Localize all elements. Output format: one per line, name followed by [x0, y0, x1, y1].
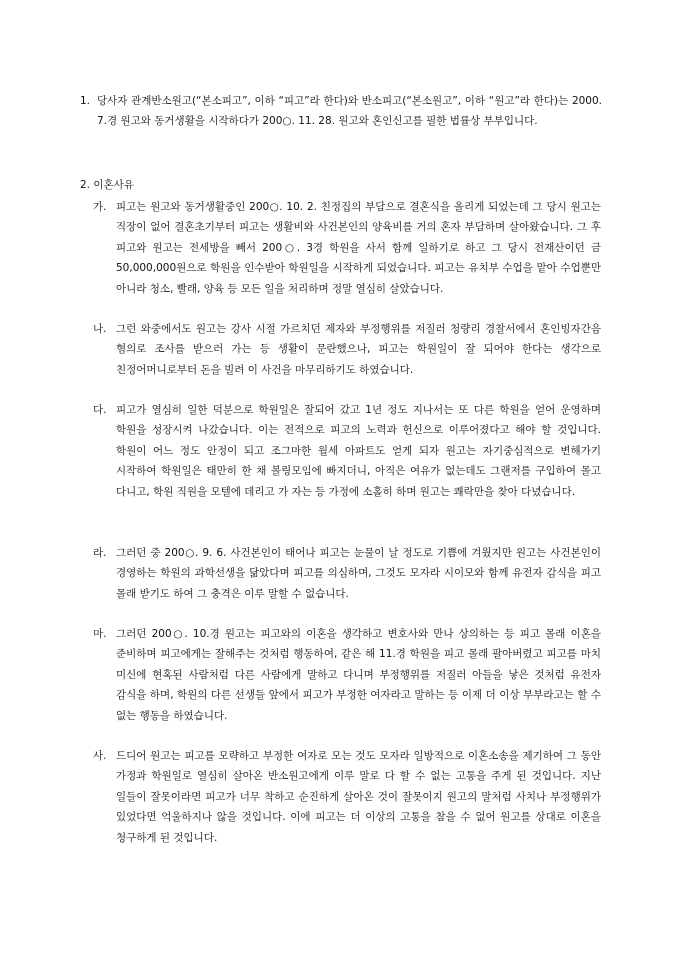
item-ga-text: 피고는 원고와 동거생활중인 200○. 10. 2. 친정집의 부담으로 결혼식을 올리게 되었는데 그 당시 원고는 직장이 없어 결혼초기부터 피고는 생활비와 사건본인의 양육비를 거의 혼자 부담하며 살아왔습니다. 그 후 피고와 원고는 전세방을 빼서 200○. 3경 학원을 사서 함께 일하기로 하고 그 당시 전재산이던 금 50,000,000원으로 학원을 인수받아 학원일을 시작하게 되었습니다. 피고는 유치부 수업을 맡아 수업뿐만 아니라 청소, 빨래, 양육 등 모든 일을 처리하며 정말 열심히 살았습니다. [116, 201, 601, 295]
item-ma-text: 그러던 200○. 10.경 원고는 피고와의 이혼을 생각하고 변호사와 만나 상의하는 등 피고 몰래 이혼을 준비하며 피고에게는 잘해주는 것처럼 행동하여, 같은 해 11.경 학원을 피고 몰래 팔아버렸고 피고를 마치 미신에 현혹된 사람처럼 다른 사람에게 말하고 다니며 부정행위를 저질러 아들을 낳은 것처럼 유전자 감식을 하며, 학원의 다른 선생들 앞에서 피고가 부정한 여자라고 말하는 등 이제 더 이상 부부라고는 할 수 없는 행동을 하였습니다. [116, 628, 601, 722]
item-da-text: 피고가 열심히 일한 덕분으로 학원일은 잘되어 갔고 1년 정도 지나서는 또 다른 학원을 얻어 운영하며 학원을 성장시켜 나갔습니다. 이는 전적으로 피고의 노력과 헌신으로 이루어졌다고 해야 할 것입니다. 학원이 어느 정도 안정이 되고 조그마한 월세 아파트도 얻게 되자 원고는 자기중심적으로 변해가기 시작하여 학원일은 태만히 한 채 볼링모임에 빠지더니, 아직은 여유가 없는데도 그랜저를 구입하여 몰고 다니고, 학원 직원을 모텔에 데리고 가 자는 등 가정에 소홀히 하며 원고는 쾌락만을 찾아 다녔습니다. [116, 404, 601, 498]
section-1-number: 1. [80, 95, 91, 107]
item-ra-text: 그러던 중 200○. 9. 6. 사건본인이 태어나 피고는 눈물이 날 정도로 기쁨에 겨웠지만 원고는 사건본인이 경영하는 학원의 과학선생을 닮았다며 피고를 의심하며, 그것도 모자라 시이모와 함께 유전자 감식을 피고 몰래 받기도 하여 그 충격은 이루 말할 수 없습니다. [116, 547, 601, 600]
item-da-marker: 다. [93, 404, 107, 416]
item-ma-marker: 마. [93, 628, 107, 640]
item-ra-marker: 라. [93, 547, 107, 559]
item-ga-marker: 가. [93, 201, 107, 213]
item-na-text: 그런 와중에서도 원고는 강사 시절 가르치던 제자와 부정행위를 저질러 청량리 경찰서에서 혼인빙자간음 혐의로 조사를 받으러 가는 등 생활이 문란했으나, 피고는 학원일이 잘 되어야 한다는 생각으로 친정어머니로부터 돈을 빌려 이 사건을 마무리하기도 하였습니다. [116, 323, 601, 376]
item-na-marker: 나. [93, 323, 107, 335]
item-sa-text: 드디어 원고는 피고를 모략하고 부정한 여자로 모는 것도 모자라 일방적으로 이혼소송을 제기하여 그 동안 가정과 학원일로 열심히 살아온 반소원고에게 이루 말로 다 할 수 없는 고통을 주게 된 것입니다. 지난 일들이 잘못이라면 피고가 너무 착하고 순진하게 살아온 것이 잘못이지 원고의 말처럼 사치나 부정행위가 있었다면 억울하지나 않을 것입니다. 이에 피고는 더 이상의 고통을 참을 수 없어 원고를 상대로 이혼을 청구하게 된 것입니다. [116, 750, 601, 844]
section-2-heading: 2. 이혼사유 [80, 179, 134, 191]
section-1-text: 당사자 관계반소원고(“본소피고”, 이하 “피고”라 한다)와 반소피고(“본소원고”, 이하 “원고”라 한다)는 2000. 7.경 원고와 동거생활을 시작하다가 200○. 11. 28. 원고와 혼인신고를 필한 법률상 부부입니다. [97, 95, 602, 128]
item-sa-marker: 사. [93, 750, 107, 762]
